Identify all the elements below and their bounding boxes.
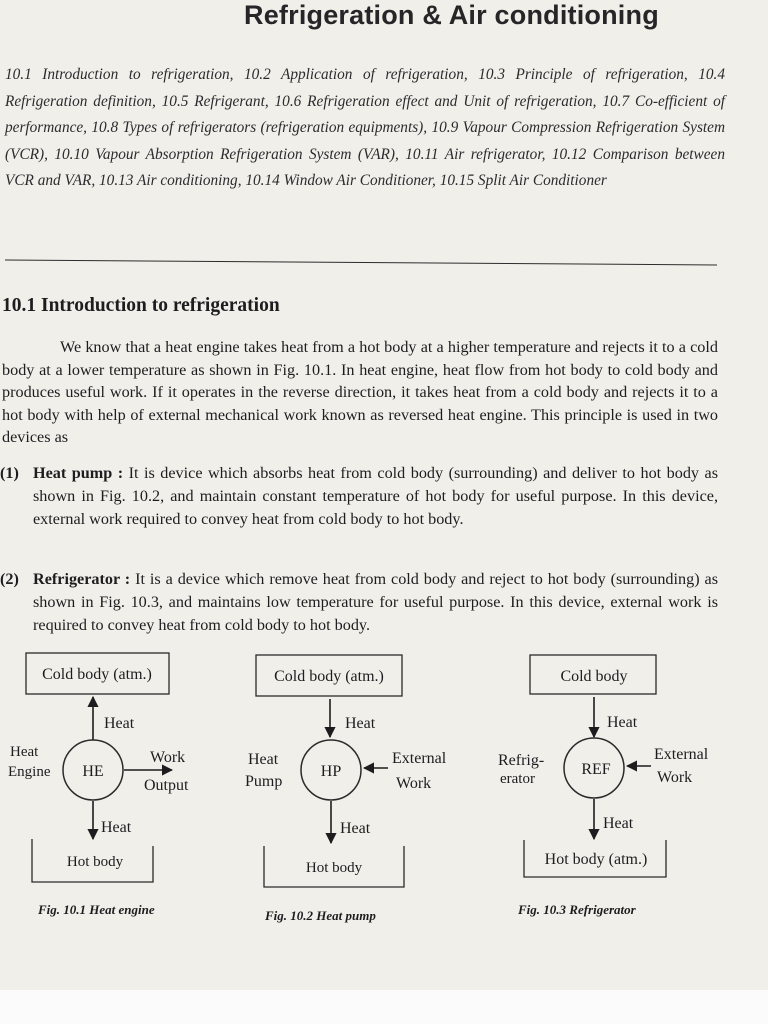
heat-top-label: Heat — [345, 715, 376, 732]
heat-bottom-label: Heat — [340, 820, 371, 837]
refrigerator-circle-label: REF — [581, 761, 611, 778]
figure-caption: Fig. 10.3 Refrigerator — [518, 902, 636, 917]
engine-circle-label: HE — [82, 763, 104, 780]
page-bottom-margin — [0, 990, 768, 1024]
work-label-line2: Work — [657, 769, 693, 786]
list-item-term: Heat pump : — [33, 464, 124, 482]
work-label-line2: Output — [144, 777, 189, 794]
hot-body-label: Hot body — [66, 854, 124, 870]
list-item-description: It is device which absorbs heat from cold body (surrounding) and deliver to hot body as shown in Fig. 10.2, and maintain constant temperature of hot body for useful purpose. In this device, external work required to convey heat from cold body to hot body. — [33, 464, 718, 528]
list-item-refrigerator — [0, 568, 720, 638]
side-label-line1: Refrig- — [498, 752, 545, 769]
cold-body-label: Cold body (atm.) — [274, 668, 384, 685]
work-label-line1: External — [654, 746, 709, 763]
figure-heat-engine — [8, 653, 189, 917]
section-divider — [5, 260, 717, 266]
heat-top-label: Heat — [104, 715, 135, 732]
list-item-description: It is a device which remove heat from cold body and reject to hot body (surrounding) as shown in Fig. 10.3, and maintains low temperature for useful purpose. In this device, external work is required to convey heat from cold body to hot body. — [33, 570, 718, 634]
figures-row — [0, 640, 768, 930]
side-label-line2: Pump — [245, 773, 283, 790]
heat-top-label: Heat — [607, 714, 638, 731]
figures-svg — [0, 640, 768, 930]
section-heading: 10.1 Introduction to refrigeration — [2, 295, 280, 316]
pump-circle-label: HP — [320, 763, 342, 780]
side-label-line2: erator — [500, 771, 535, 787]
heat-bottom-label: Heat — [603, 815, 634, 832]
figure-caption: Fig. 10.2 Heat pump — [265, 908, 376, 923]
side-label-line1: Heat — [248, 751, 279, 768]
list-item-text — [33, 462, 718, 531]
intro-paragraph — [2, 336, 718, 449]
hot-body-label: Hot body (atm.) — [544, 851, 648, 868]
side-label-line2: Engine — [8, 764, 51, 780]
chapter-title: Refrigeration & Air conditioning — [244, 0, 659, 30]
cold-body-label: Cold body — [560, 668, 628, 685]
figure-refrigerator — [498, 655, 709, 917]
list-item-heat-pump — [0, 462, 720, 557]
list-item-text — [33, 568, 718, 637]
chapter-contents-list: 10.1 Introduction to refrigeration, 10.2 Application of refrigeration, 10.3 Principle of refrigeration, 10.4 Refrigeration definition, 10.5 Refrigerant, 10.6 Refrigeration effect and Unit of refrigeration, 10.7 Co-efficient of performance, 10.8 Types of refrigerators (refrigeration equipments), 10.9 Vapour Compression Refrigeration System (VCR), 10.10 Vapour Absorption Refrigeration System (VAR), 10.11 Air refrigerator, 10.12 Comparison between VCR and VAR, 10.13 Air conditioning, 10.14 Window Air Conditioner, 10.15 Split Air Conditioner — [5, 66, 725, 190]
list-item-term: Refrigerator : — [33, 570, 131, 588]
figure-caption: Fig. 10.1 Heat engine — [38, 902, 155, 917]
list-item-number: (1) — [0, 464, 19, 482]
work-label-line2: Work — [396, 775, 432, 792]
cold-body-label: Cold body (atm.) — [42, 666, 152, 683]
work-label-line1: Work — [150, 749, 186, 766]
figure-heat-pump — [245, 655, 447, 923]
hot-body-label: Hot body — [305, 860, 363, 876]
heat-bottom-label: Heat — [101, 819, 132, 836]
work-label-line1: External — [392, 750, 447, 767]
side-label-line1: Heat — [10, 744, 39, 760]
list-item-number: (2) — [0, 570, 19, 588]
intro-paragraph-text: We know that a heat engine takes heat from a hot body at a higher temperature and rejects it to a cold body at a lower temperature as shown in Fig. 10.1. In heat engine, heat flow from hot body to cold body and produces useful work. If it operates in the reverse direction, it takes heat from a cold body and rejects it to a hot body with help of external mechanical work known as reversed heat engine. This principle is used in two devices as — [2, 338, 718, 447]
